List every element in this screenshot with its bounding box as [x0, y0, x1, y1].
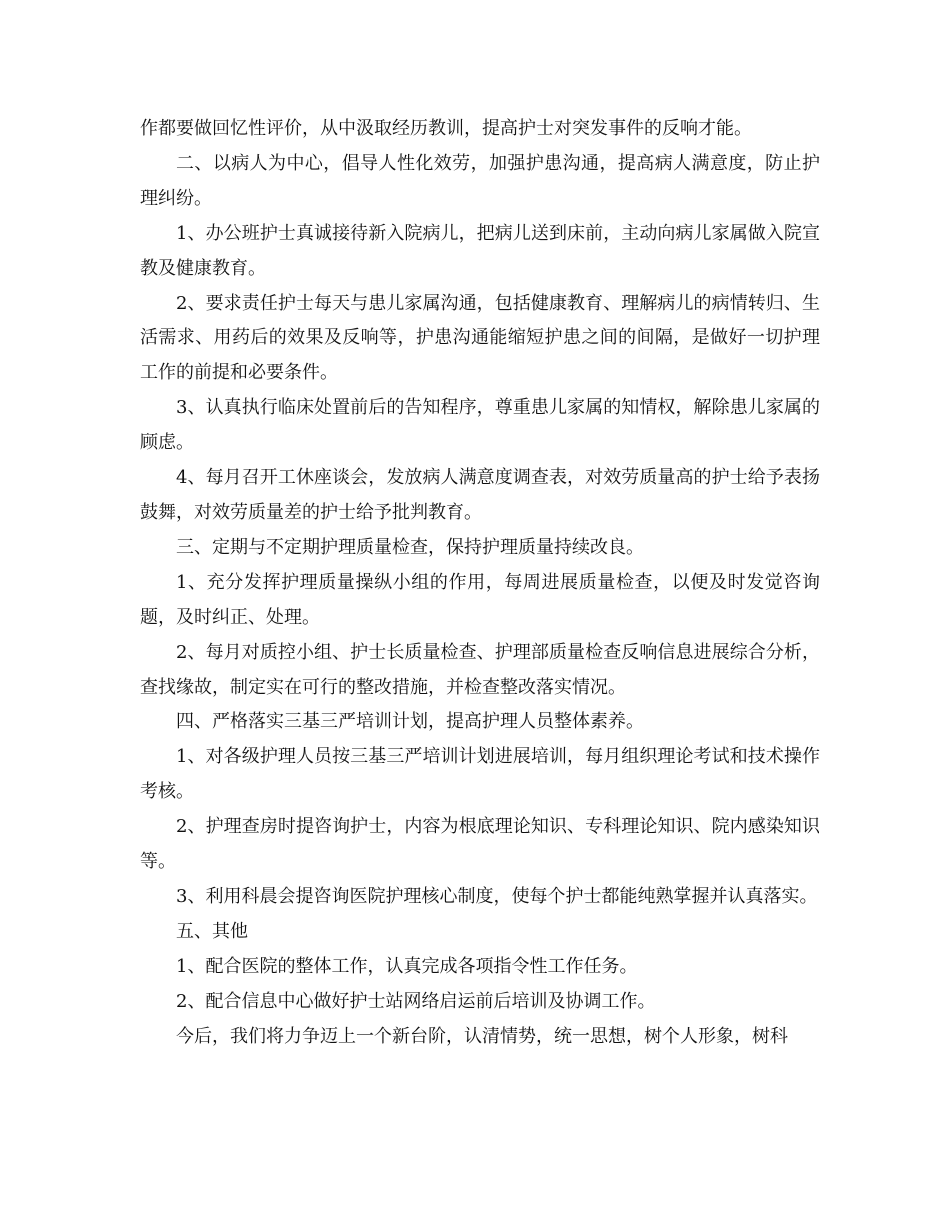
paragraph-6: 4、每月召开工休座谈会，发放病人满意度调查表，对效劳质量高的护士给予表扬鼓舞，对效劳质量差的护士给予批判教育。	[140, 467, 820, 523]
paragraph-2: 二、以病人为中心，倡导人性化效劳，加强护患沟通，提高病人满意度，防止护理纠纷。	[140, 152, 820, 209]
paragraph-10: 四、严格落实三基三严培训计划，提高护理人员整体素养。	[176, 711, 644, 733]
paragraph-14: 五、其他	[176, 920, 248, 942]
paragraph-12: 2、护理查房时提咨询护士，内容为根底理论知识、专科理论知识、院内感染知识等。	[140, 816, 820, 873]
paragraph-17: 今后，我们将力争迈上一个新台阶，认清情势，统一思想，树个人形象，树科	[176, 1025, 788, 1047]
paragraph-5: 3、认真执行临床处置前后的告知程序，尊重患儿家属的知情权，解除患儿家属的顾虑。	[140, 397, 820, 454]
paragraph-16: 2、配合信息中心做好护士站网络启运前后培训及协调工作。	[176, 990, 656, 1012]
document-body	[140, 112, 820, 1054]
paragraph-8: 1、充分发挥护理质量操纵小组的作用，每周进展质量检查，以便及时发觉咨询题，及时纠正、处理。	[140, 571, 820, 628]
paragraph-1: 作都要做回忆性评价，从中汲取经历教训，提高护士对突发事件的反响才能。	[140, 118, 752, 139]
paragraph-13: 3、利用科晨会提咨询医院护理核心制度，使每个护士都能纯熟掌握并认真落实。	[176, 885, 818, 907]
paragraph-3: 1、办公班护士真诚接待新入院病儿，把病儿送到床前，主动向病儿家属做入院宣教及健康教育。	[140, 222, 820, 279]
paragraph-15: 1、配合医院的整体工作，认真完成各项指令性工作任务。	[176, 955, 638, 977]
paragraph-7: 三、定期与不定期护理质量检查，保持护理质量持续改良。	[176, 536, 644, 558]
paragraph-4: 2、要求责任护士每天与患儿家属沟通，包括健康教育、理解病儿的病情转归、生活需求、用药后的效果及反响等，护患沟通能缩短护患之间的间隔，是做好一切护理工作的前提和必要条件。	[140, 292, 820, 384]
paragraph-11: 1、对各级护理人员按三基三严培训计划进展培训，每月组织理论考试和技术操作考核。	[140, 746, 820, 803]
paragraph-9: 2、每月对质控小组、护士长质量检查、护理部质量检查反响信息进展综合分析，查找缘故，制定实在可行的整改措施，并检查整改落实情况。	[140, 641, 820, 698]
